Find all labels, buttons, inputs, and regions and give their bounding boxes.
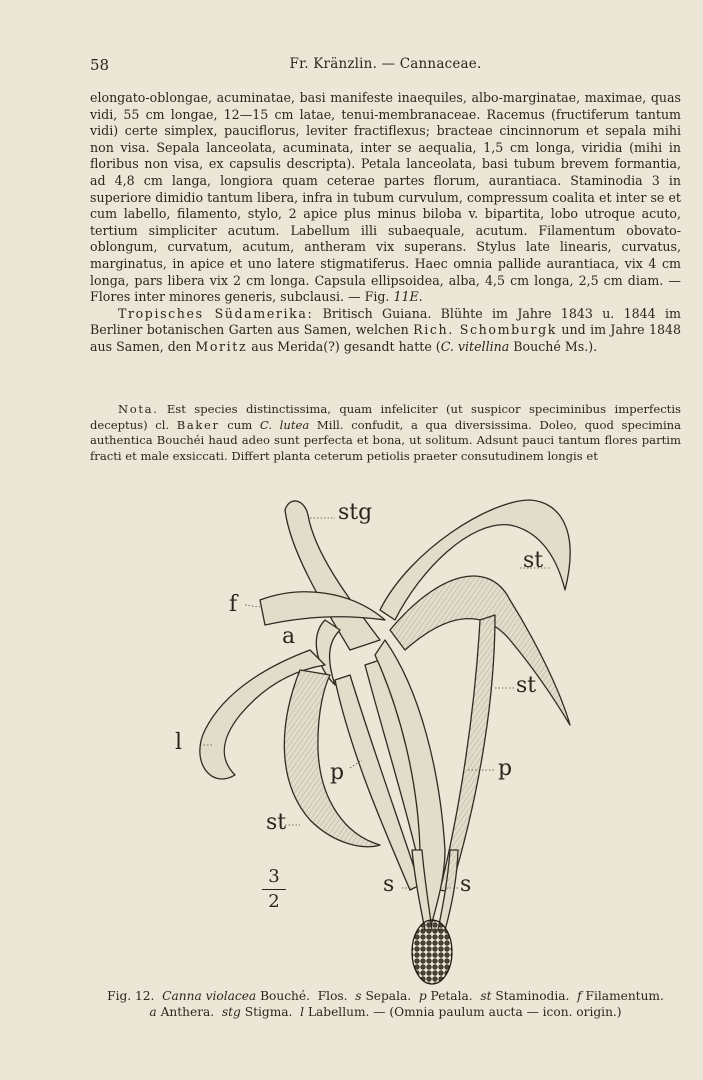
ovary — [412, 920, 452, 984]
label-st-bottom: st — [266, 810, 287, 835]
page-number: 58 — [90, 56, 110, 74]
caption-abbr-s: s — [355, 989, 362, 1003]
caption-abbr-f: f — [577, 989, 582, 1003]
label-p-left: p — [330, 760, 345, 785]
caption-tail: — (Omnia paulum aucta — icon. origin.) — [373, 1005, 622, 1020]
collector-name-2: Moritz — [195, 338, 248, 354]
label-st-right: st — [516, 673, 537, 698]
label-p-right: p — [498, 756, 513, 781]
distribution-text-1: Britisch Guiana. Blühte im Jahre 1843 u. 1844 im Berliner botanischen Garten aus Samen, welchen — [90, 305, 681, 338]
caption-author: Bouché. — [260, 989, 310, 1003]
caption-species: Canna violacea — [162, 989, 257, 1003]
label-stg: stg — [338, 500, 373, 525]
caption-fig-number: Fig. 12. — [107, 989, 155, 1003]
caption-abbr-st: st — [480, 989, 492, 1003]
collector-name: Rich. Schomburgk — [413, 322, 558, 338]
distribution-region: Tropisches Südamerika: — [118, 305, 314, 321]
caption-sepala: Sepala. — [365, 989, 412, 1003]
page-header — [90, 56, 681, 76]
caption-abbr-stg: stg — [221, 1005, 241, 1020]
distribution-text-2: und im Jahre 1848 aus Samen, den — [90, 322, 681, 354]
scale-denominator: 2 — [268, 891, 280, 912]
caption-filamentum: Filamentum. — [585, 989, 664, 1003]
body-text — [90, 90, 681, 356]
species-reference: C. vitellina — [440, 338, 510, 354]
caption-labellum: Labellum. — [307, 1005, 370, 1020]
note-species: C. lutea — [259, 417, 310, 432]
running-head: Fr. Kränzlin. — Cannaceae. — [289, 56, 482, 72]
caption-stigma: Stigma. — [244, 1005, 293, 1020]
filament — [260, 592, 385, 625]
note-text-2: cum — [227, 417, 253, 432]
caption-petala: Petala. — [430, 989, 473, 1003]
note-text-1: Est species distinctissima, quam infeliciter (ut suspicor speciminibus imperfectis deceptus) cl. — [90, 402, 682, 432]
scale-numerator: 3 — [268, 866, 280, 887]
description-text: elongato-oblongae, acuminatae, basi manifeste inaequiles, albo-marginatae, maximae, quas vidi, 55 cm longae, 12—15 cm latae, tenui-membranaceae. Racemus (fructiferum tantum vidi) certe simplex, pauciflorus, leviter fractiflexus; bracteae cincinnorum et sepala mihi non visa. Sepala lanceolata, acuminata, inter se aequalia, 1,5 cm longa, viridia (mihi in floribus non visa, ex capsulis descripta). Petala lanceolata, basi tubum brevem formantia, ad 4,8 cm langa, longiora quam ceterae partes florum, aurantiaca. Staminodia 3 in superiore dimidio tantum libera, infra in tubum curvulum, compressum coalita et inter se et cum labello, filamento, stylo, 2 apice plus minus biloba v. bipartita, lobo utroque acuto, tertium simpliciter acutum. Labellum illi subaequale, acutum. Filamentum obovato-oblongum, curvatum, acutum, antheram vix superans. Stylus late linearis, curvatus, marginatus, in apice et uno latere stigmatiferus. Haec omnia pallide aurantiaca, vix 4 cm longa, pars libera vix 2 cm longa. Capsula ellipsoidea, alba, 4,5 cm longa, 2,5 cm diam. — Flores inter minores generis, subclausi. — Fig. — [90, 90, 681, 305]
label-a: a — [282, 624, 296, 649]
caption-staminodia: Staminodia. — [495, 989, 570, 1003]
description-fig-ref: 11E. — [393, 289, 423, 305]
caption-abbr-l: l — [300, 1005, 305, 1020]
note-paragraph — [90, 402, 681, 464]
label-s-right: s — [460, 872, 472, 897]
caption-anthera: Anthera. — [160, 1005, 215, 1020]
label-st-top: st — [523, 548, 544, 573]
note-text-3: Mill. confudit, a qua diversissima. Doleo, quod specimina authentica Bouchéi haud adeo sunt perfecta et bona, ut solitum. Adsunt pauci tantum flores partim fracti et male exsiccati. Differt planta ceterum petiolis praeter consutudinem longis et — [90, 417, 682, 463]
fraction-bar — [262, 889, 286, 890]
caption-abbr-p: p — [418, 989, 427, 1003]
description-paragraph — [90, 90, 681, 306]
caption-abbr-a: a — [149, 1005, 157, 1020]
figure-caption — [90, 988, 681, 1021]
label-f: f — [229, 592, 238, 617]
scale-fraction — [262, 866, 286, 913]
label-l: l — [175, 730, 183, 755]
note-person: Baker — [176, 417, 220, 432]
distribution-text-4: Bouché Ms.). — [513, 338, 598, 354]
note-label: Nota. — [118, 402, 159, 416]
distribution-text-3: aus Merida(?) gesandt hatte ( — [251, 338, 441, 354]
distribution-paragraph — [90, 306, 681, 356]
note-block — [90, 402, 681, 464]
label-s-left: s — [383, 872, 395, 897]
caption-flos: Flos. — [317, 989, 348, 1003]
